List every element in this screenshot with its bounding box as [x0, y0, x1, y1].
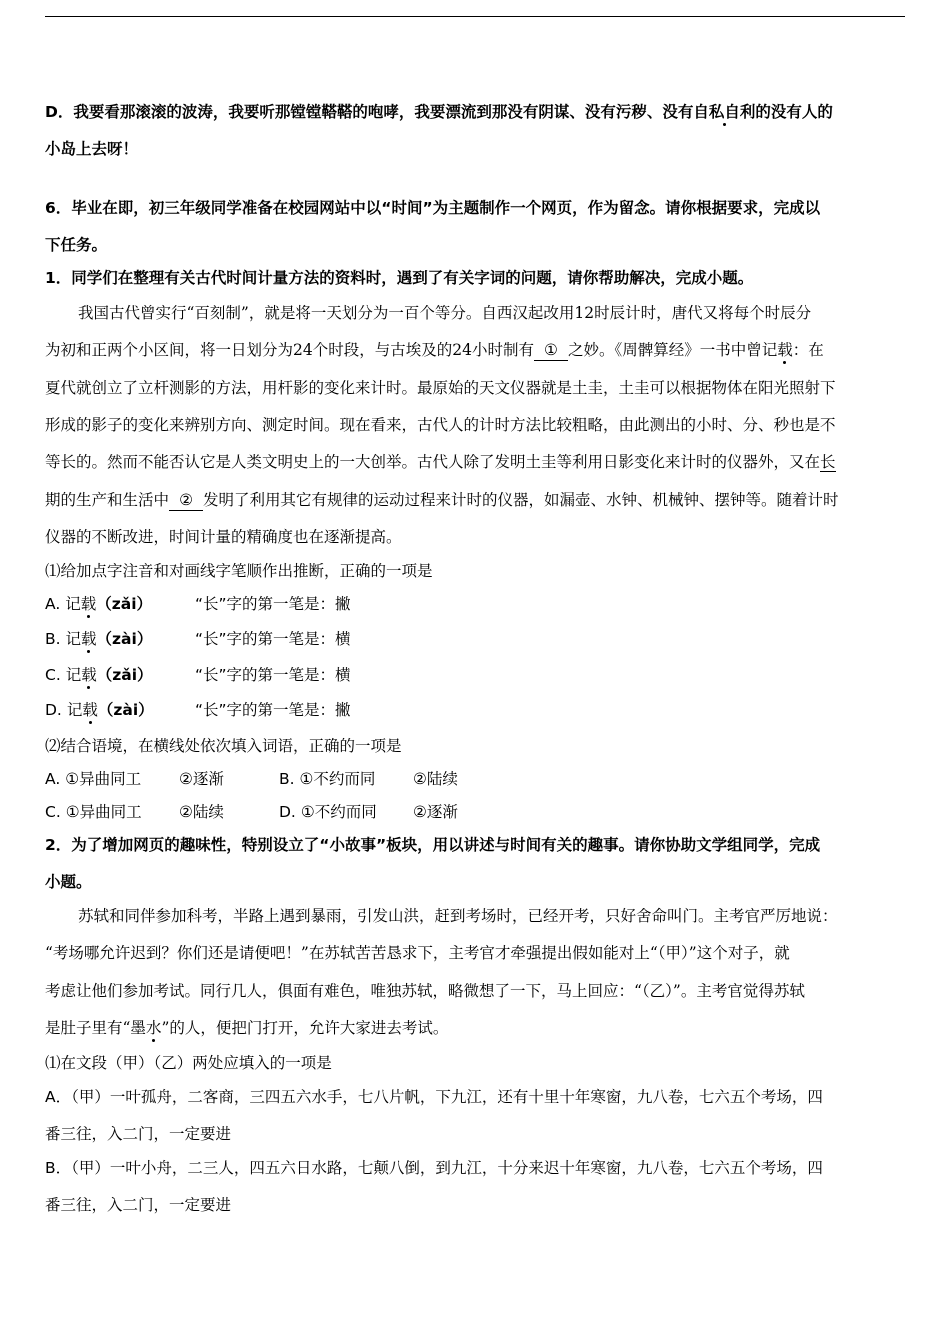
- q2-option-b: B. ①不约而同: [279, 770, 376, 788]
- subtask-1-title: 1．同学们在整理有关古代时间计量方法的资料时，遇到了有关字词的问题，请你帮助解决，完成小题。: [45, 269, 754, 287]
- question-6-line-1: 6．毕业在即，初三年级同学准备在校园网站中以“时间”为主题制作一个网页，作为留念。请你根据要求，完成以: [45, 199, 821, 217]
- passage-1-line-7: 仪器的不断改进，时间计量的精确度也在逐渐提高。: [45, 528, 402, 546]
- subtask-2-title-2: 小题。: [45, 873, 92, 891]
- passage-1-line-2: 为初和正两个小区间，将一日划分为24个时段，与古埃及的24小时制有 ① 之妙。《周髀算经》一书中曾记载：在: [45, 341, 824, 359]
- subtask-2-title-1: 2．为了增加网页的趣味性，特别设立了“小故事”板块，用以讲述与时间有关的趣事。请你协助文学组同学，完成: [45, 836, 821, 854]
- question-6-line-2: 下任务。: [45, 236, 108, 254]
- option-d-line-2: 小岛上去呀！: [45, 140, 139, 158]
- question-3-stem: ⑴在文段（甲）（乙）两处应填入的一项是: [45, 1054, 332, 1072]
- question-1-stem: ⑴给加点字注音和对画线字笔顺作出推断，正确的一项是: [45, 562, 433, 580]
- q1-option-b: B. 记载（zài） “长”字的第一笔是：横: [45, 630, 351, 648]
- passage-2-line-4: 是肚子里有“墨水”的人，便把门打开，允许大家进去考试。: [45, 1019, 449, 1037]
- passage-1-line-1: 我国古代曾实行“百刻制”，就是将一天划分为一百个等分。自西汉起改用12时辰计时，唐代又将每个时辰分: [78, 304, 812, 322]
- q2-options-row-1: A. ①异曲同工 ②逐渐 B. ①不约而同 ②陆续: [45, 770, 458, 788]
- q2-option-d: D. ①不约而同: [279, 803, 377, 821]
- passage-1-line-4: 形成的影子的变化来辨别方向、测定时间。现在看来，古代人的计时方法比较粗略，由此测出的小时、分、秒也是不: [45, 416, 836, 434]
- q3-option-b-line-1: B．（甲）一叶小舟，二三人，四五六日水路，七颠八倒，到九江，十分来迟十年寒窗，九八卷，七六五个考场，四: [45, 1159, 823, 1177]
- q2-option-a: A. ①异曲同工: [45, 770, 142, 788]
- q1-option-c: C. 记载（zǎi） “长”字的第一笔是：横: [45, 666, 351, 684]
- q1-option-d: D. 记载（zài） “长”字的第一笔是：撇: [45, 701, 351, 719]
- blank-2: ②: [169, 490, 203, 511]
- q3-option-a-line-1: A．（甲）一叶孤舟，二客商，三四五六水手，七八片帆，下九江，还有十里十年寒窗，九八卷，七六五个考场，四: [45, 1088, 823, 1106]
- header-rule: [45, 16, 905, 17]
- passage-2-line-2: “考场哪允许迟到？你们还是请便吧！”在苏轼苦苦恳求下，主考官才牵强提出假如能对上“（甲）”这个对子，就: [45, 944, 790, 962]
- question-2-stem: ⑵结合语境，在横线处依次填入词语，正确的一项是: [45, 737, 402, 755]
- blank-1: ①: [534, 340, 568, 361]
- passage-1-line-3: 夏代就创立了立杆测影的方法，用杆影的变化来计时。最原始的天文仪器就是土圭，土圭可以根据物体在阳光照射下: [45, 379, 836, 397]
- q1-option-a: A. 记载（zǎi） “长”字的第一笔是：撇: [45, 595, 351, 613]
- passage-1-line-6: 期的生产和生活中 ② 发明了利用其它有规律的运动过程来计时的仪器，如漏壶、水钟、机械钟、摆钟等。随着计时: [45, 491, 839, 509]
- passage-2-line-3: 考虑让他们参加考试。同行几人，俱面有难色，唯独苏轼，略微想了一下，马上回应：“（乙）”。主考官觉得苏轼: [45, 982, 805, 1000]
- option-d-line-1: D．我要看那滚滚的波涛，我要听那镗镗鞳鞳的咆哮，我要漂流到那没有阴谋、没有污秽、没有自私自利的没有人的: [45, 103, 833, 121]
- q2-options-row-2: C. ①异曲同工 ②陆续 D. ①不约而同 ②逐渐: [45, 803, 458, 821]
- passage-2-line-1: 苏轼和同伴参加科考，半路上遇到暴雨，引发山洪，赶到考场时，已经开考，只好舍命叫门。主考官严厉地说：: [78, 907, 838, 925]
- q3-option-a-line-2: 番三往，入二门，一定要进: [45, 1125, 232, 1143]
- q3-option-b-line-2: 番三往，入二门，一定要进: [45, 1196, 232, 1214]
- passage-1-line-5: 等长的。然而不能否认它是人类文明史上的一大创举。古代人除了发明土圭等利用日影变化来计时的仪器外，又在长: [45, 453, 836, 471]
- q2-option-c: C. ①异曲同工: [45, 803, 142, 821]
